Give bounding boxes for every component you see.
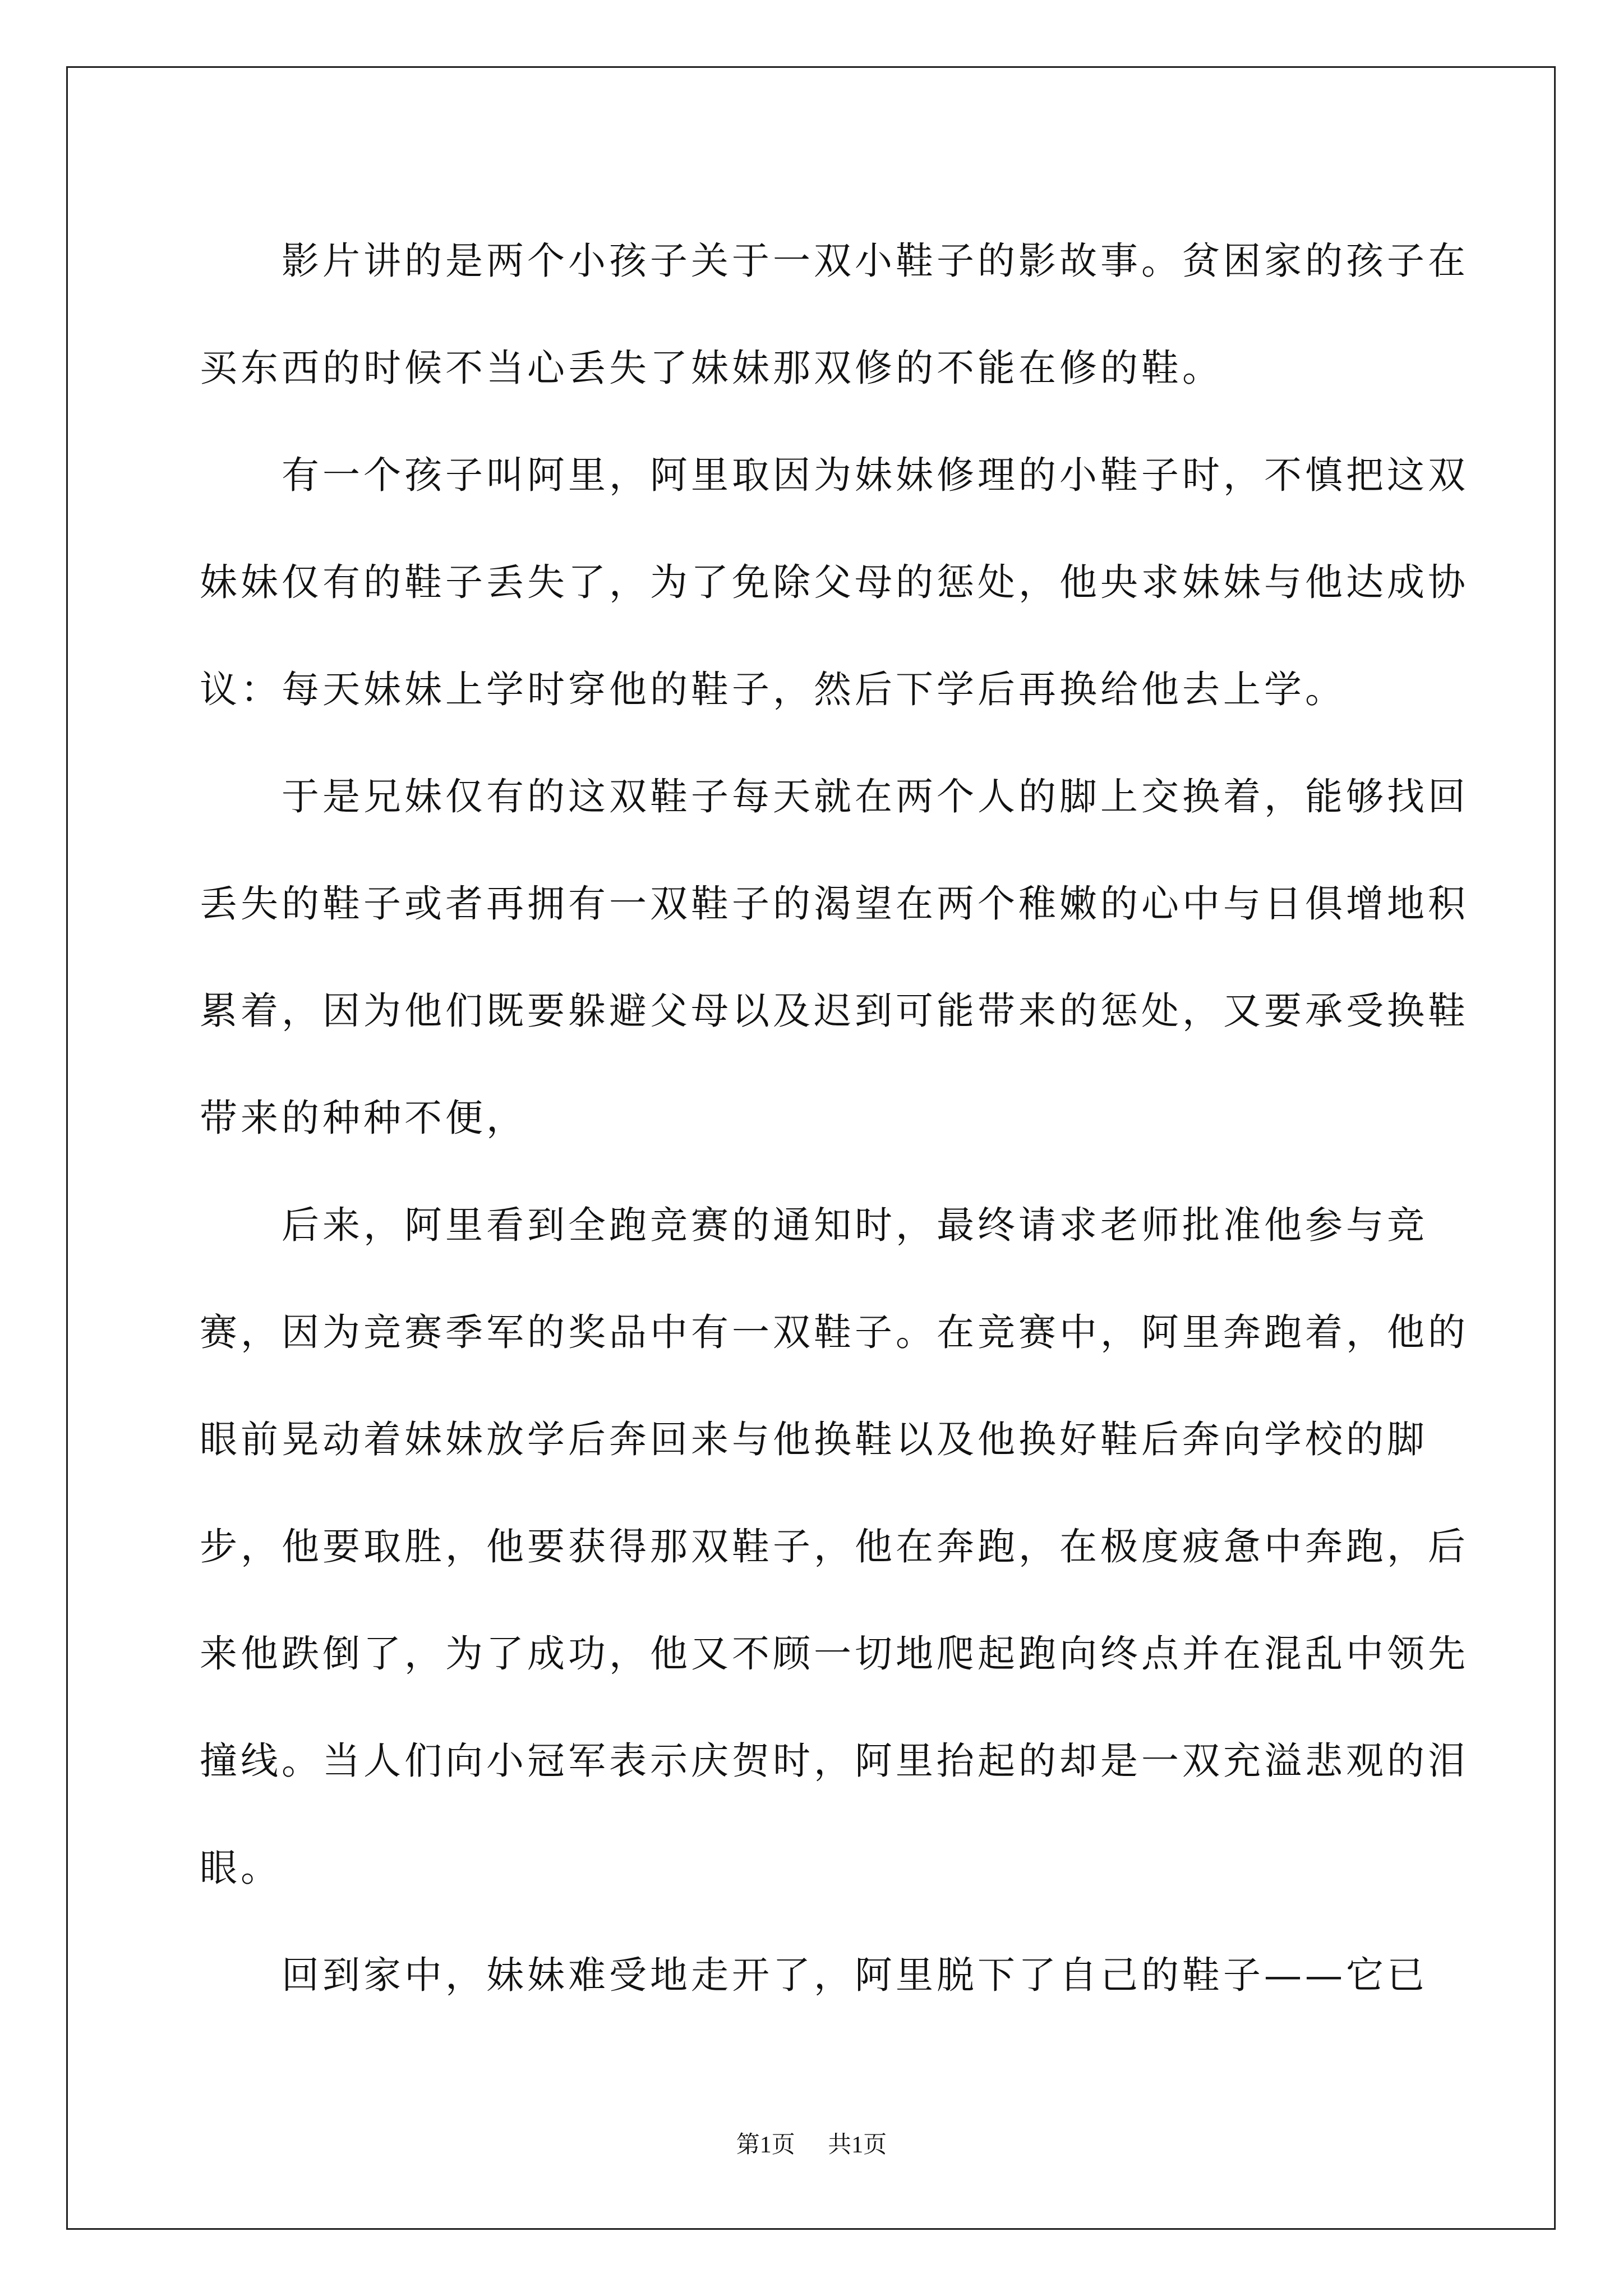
page-footer xyxy=(0,2126,1623,2160)
page-total: 共1页 xyxy=(828,2132,887,2158)
paragraph-3: 于是兄妹仅有的这双鞋子每天就在两个人的脚上交换着，能够找回丢失的鞋子或者再拥有一双鞋子的渴望在两个稚嫩的心中与日俱增地积累着，因为他们既要躲避父母以及迟到可能带来的惩处，又要承受换鞋带来的种种不便， xyxy=(200,775,1469,1140)
document-body xyxy=(200,208,1490,2029)
paragraph-1: 影片讲的是两个小孩子关于一双小鞋子的影故事。贫困家的孩子在买东西的时候不当心丢失了妹妹那双修的不能在修的鞋。 xyxy=(200,239,1469,390)
paragraph-4: 后来，阿里看到全跑竞赛的通知时，最终请求老师批准他参与竞赛，因为竞赛季军的奖品中有一双鞋子。在竞赛中，阿里奔跑着，他的眼前晃动着妹妹放学后奔回来与他换鞋以及他换好鞋后奔向学校的脚步，他要取胜，他要获得那双鞋子，他在奔跑，在极度疲惫中奔跑，后来他跌倒了，为了成功，他又不顾一切地爬起跑向终点并在混乱中领先撞线。当人们向小冠军表示庆贺时，阿里抬起的却是一双充溢悲观的泪眼。 xyxy=(200,1203,1469,1890)
paragraph-2: 有一个孩子叫阿里，阿里取因为妹妹修理的小鞋子时，不慎把这双妹妹仅有的鞋子丢失了，为了免除父母的惩处，他央求妹妹与他达成协议：每天妹妹上学时穿他的鞋子，然后下学后再换给他去上学。 xyxy=(200,453,1469,711)
page-number: 第1页 xyxy=(736,2132,795,2158)
paragraph-5: 回到家中，妹妹难受地走开了，阿里脱下了自己的鞋子——它已 xyxy=(282,1953,1428,1997)
